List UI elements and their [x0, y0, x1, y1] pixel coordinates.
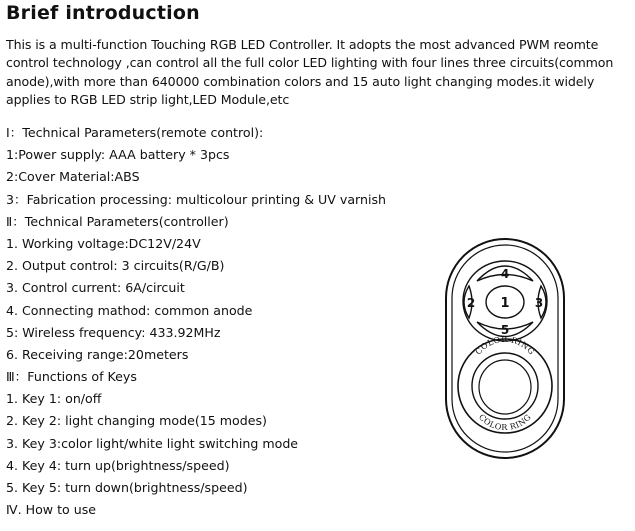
- param-line: 2. Key 2: light changing mode(15 modes): [6, 413, 267, 429]
- color-ring-top-label: COLOR RING: [473, 334, 537, 357]
- param-line: 1. Working voltage:DC12V/24V: [6, 235, 201, 251]
- color-ring-bottom-label: COLOR RING: [476, 412, 534, 433]
- section-heading-keys: Ⅲ：Functions of Keys: [6, 369, 137, 385]
- key-2-label: 2: [466, 296, 476, 310]
- param-line: 5: Wireless frequency: 433.92MHz: [6, 324, 221, 340]
- param-line: 3. Control current: 6A/circuit: [6, 280, 185, 296]
- param-line: 5. Key 5: turn down(brightness/speed): [6, 480, 248, 495]
- parameter-list: [6, 122, 426, 521]
- param-line: 3：Fabrication processing: multicolour printing & UV varnish: [6, 191, 387, 207]
- intro-paragraph: This is a multi-function Touching RGB LED Controller. It adopts the most advanced PWM reomte control technology ,can control all the full color LED lighting with four lines three circuits(common anode),with more than 640000 combination colors and 15 auto light changing modes.it widely applies to RGB LED strip light,LED Module,etc: [6, 37, 614, 107]
- remote-control-illustration: [443, 236, 567, 461]
- section-heading-controller: Ⅱ：Technical Parameters(controller): [6, 213, 229, 229]
- param-line: 4. Connecting mathod: common anode: [6, 302, 253, 318]
- key-4-label: 4: [500, 267, 510, 281]
- param-line: 4. Key 4: turn up(brightness/speed): [6, 457, 230, 473]
- param-line: 2:Cover Material:ABS: [6, 169, 140, 185]
- section-heading-remote: Ⅰ：Technical Parameters(remote control):: [6, 125, 264, 140]
- key-3-label: 3: [534, 296, 544, 310]
- param-line: 1. Key 1: on/off: [6, 391, 102, 407]
- key-5-label: 5: [500, 323, 510, 337]
- param-line: 2. Output control: 3 circuits(R/G/B): [6, 258, 225, 274]
- key-1-label: 1: [500, 296, 510, 311]
- page-title: Brief introduction: [6, 2, 200, 24]
- remote-control-drawing: [443, 236, 567, 461]
- param-line: 1:Power supply: AAA battery * 3pcs: [6, 147, 230, 163]
- param-line: 3. Key 3:color light/white light switching mode: [6, 435, 299, 451]
- param-line: 6. Receiving range:20meters: [6, 346, 189, 362]
- section-heading-how-to-use: Ⅳ. How to use: [6, 502, 97, 518]
